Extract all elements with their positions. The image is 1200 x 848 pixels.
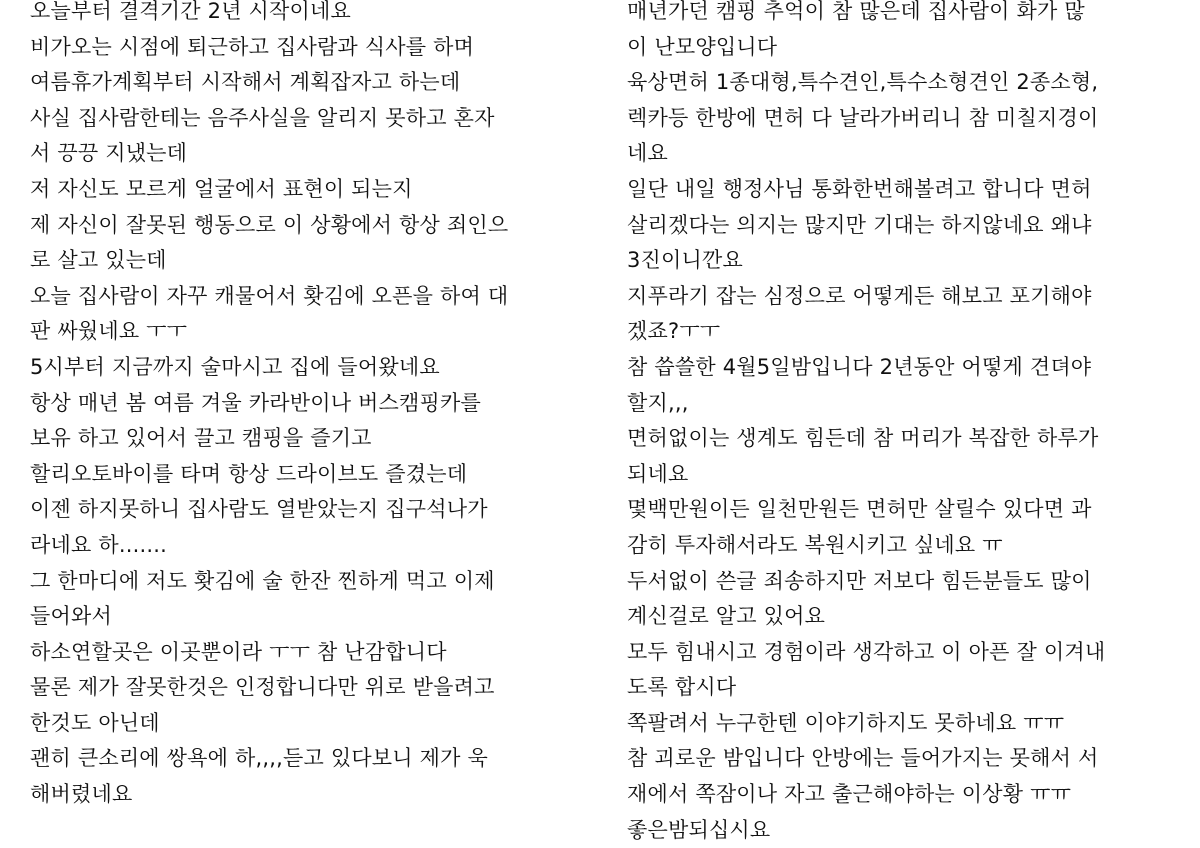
text-line: 해버렸네요 <box>30 782 133 807</box>
text-line: 저 자신도 모르게 얼굴에서 표현이 되는지 <box>30 176 413 201</box>
text-line: 좋은밤되십시요 <box>627 817 771 842</box>
text-line: 할리오토바이를 타며 항상 드라이브도 즐겼는데 <box>30 461 468 486</box>
text-line: 사실 집사람한테는 음주사실을 알리지 못하고 혼자 <box>30 105 495 130</box>
text-line: 판 싸웠네요 ㅜㅜ <box>30 319 188 344</box>
text-line: 물론 제가 잘못한것은 인정합니다만 위로 받을려고 <box>30 675 495 700</box>
text-line: 렉카등 한방에 면허 다 날라가버리니 참 미칠지경이 <box>627 105 1099 130</box>
text-line: 하소연할곳은 이곳뿐이라 ㅜㅜ 참 난감합니다 <box>30 639 447 664</box>
text-line: 지푸라기 잡는 심정으로 어떻게든 해보고 포기해야 <box>627 283 1092 308</box>
text-line: 이젠 하지못하니 집사람도 열받았는지 집구석나가 <box>30 497 488 522</box>
text-line: 여름휴가계획부터 시작해서 계획잡자고 하는데 <box>30 70 461 95</box>
text-line: 계신걸로 알고 있어요 <box>627 604 826 629</box>
text-line: 로 살고 있는데 <box>30 248 167 273</box>
text-line: 쪽팔려서 누구한텐 이야기하지도 못하네요 ㅠㅠ <box>627 710 1065 735</box>
text-line: 서 끙끙 지냈는데 <box>30 141 188 166</box>
text-line: 일단 내일 행정사님 통화한번해볼려고 합니다 면허 <box>627 176 1092 201</box>
text-line: 겠죠?ㅜㅜ <box>627 319 721 344</box>
text-line: 네요 <box>627 141 668 166</box>
text-line: 감히 투자해서라도 복원시키고 싶네요 ㅠ <box>627 532 1003 557</box>
text-line: 이 난모양입니다 <box>627 34 778 59</box>
text-line: 그 한마디에 저도 홧김에 술 한잔 찐하게 먹고 이제 <box>30 568 495 593</box>
text-line: 두서없이 쓴글 죄송하지만 저보다 힘든분들도 많이 <box>627 568 1092 593</box>
text-line: 할지,,, <box>627 390 689 415</box>
text-line: 오늘부터 결격기간 2년 시작이네요 <box>30 0 351 23</box>
text-line: 재에서 쪽잠이나 자고 출근해야하는 이상황 ㅠㅠ <box>627 782 1072 807</box>
text-line: 매년가던 캠핑 추억이 참 많은데 집사람이 화가 많 <box>627 0 1085 23</box>
text-line: 라네요 하....... <box>30 532 167 557</box>
text-line: 보유 하고 있어서 끌고 캠핑을 즐기고 <box>30 426 372 451</box>
left-text-column <box>30 0 590 813</box>
text-line: 오늘 집사람이 자꾸 캐물어서 홧김에 오픈을 하여 대 <box>30 283 509 308</box>
text-line: 5시부터 지금까지 술마시고 집에 들어왔네요 <box>30 354 440 379</box>
text-line: 참 씁쓸한 4월5일밤입니다 2년동안 어떻게 견뎌야 <box>627 354 1092 379</box>
text-line: 들어와서 <box>30 604 112 629</box>
text-line: 몇백만원이든 일천만원든 면허만 살릴수 있다면 과 <box>627 497 1092 522</box>
text-line: 모두 힘내시고 경험이라 생각하고 이 아픈 잘 이겨내 <box>627 639 1106 664</box>
right-text-column <box>627 0 1187 848</box>
text-line: 살리겠다는 의지는 많지만 기대는 하지않네요 왜냐 <box>627 212 1092 237</box>
text-line: 면허없이는 생계도 힘든데 참 머리가 복잡한 하루가 <box>627 426 1099 451</box>
text-line: 한것도 아닌데 <box>30 710 160 735</box>
text-line: 비가오는 시점에 퇴근하고 집사람과 식사를 하며 <box>30 34 475 59</box>
text-line: 괜히 큰소리에 쌍욕에 하,,,,듣고 있다보니 제가 욱 <box>30 746 488 771</box>
text-line: 참 괴로운 밤입니다 안방에는 들어가지는 못해서 서 <box>627 746 1099 771</box>
text-line: 항상 매년 봄 여름 겨울 카라반이나 버스캠핑카를 <box>30 390 481 415</box>
text-line: 도록 합시다 <box>627 675 737 700</box>
text-line: 3진이니깐요 <box>627 248 743 273</box>
text-line: 제 자신이 잘못된 행동으로 이 상황에서 항상 죄인으 <box>30 212 509 237</box>
text-line: 되네요 <box>627 461 689 486</box>
text-line: 육상면허 1종대형,특수견인,특수소형견인 2종소형, <box>627 70 1099 95</box>
